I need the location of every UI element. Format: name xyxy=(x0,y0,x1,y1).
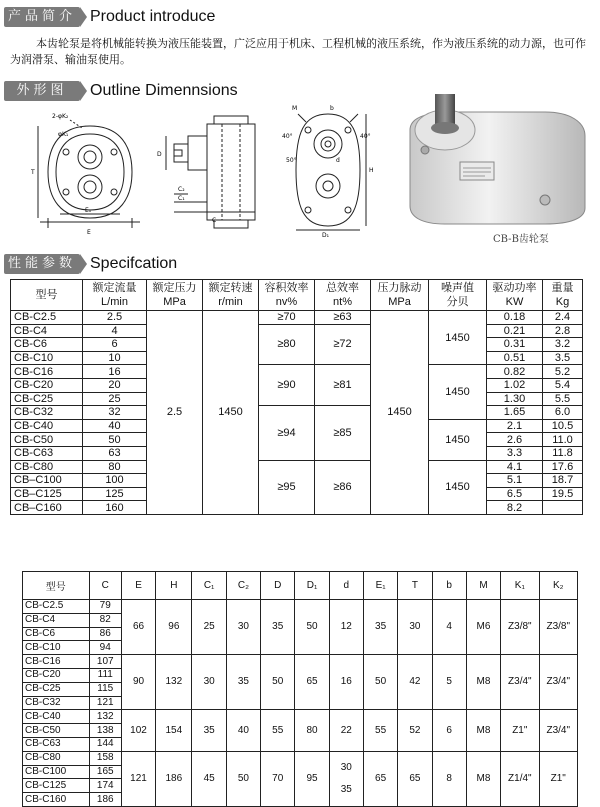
c2-cell: 40 xyxy=(226,710,260,751)
speed-cell: 1450 xyxy=(203,311,259,515)
label-c2: C₂ xyxy=(178,186,185,193)
c-cell: 144 xyxy=(89,737,121,751)
label-phik1: φK₁ xyxy=(58,131,69,138)
k2-cell: Z3/4" xyxy=(539,655,578,710)
dim-header-cell: C₂ xyxy=(226,572,260,600)
m-cell: M8 xyxy=(466,710,500,751)
k2-cell: Z3/8" xyxy=(539,600,578,655)
t-cell: 65 xyxy=(398,751,432,806)
volumetric-eff-cell: ≥94 xyxy=(259,406,315,460)
label-angle-40-right: 40° xyxy=(360,133,371,140)
dim-header-cell: H xyxy=(156,572,192,600)
c-cell: 165 xyxy=(89,765,121,779)
e1-cell: 50 xyxy=(363,655,397,710)
model-cell: CB-C20 xyxy=(23,668,90,682)
flow-cell: 50 xyxy=(83,433,147,447)
dim-header-cell: D xyxy=(261,572,295,600)
model-cell: CB-C32 xyxy=(11,406,83,420)
header-line-1: 额定流量 xyxy=(92,282,137,294)
model-cell: CB-C100 xyxy=(23,765,90,779)
b-cell: 5 xyxy=(432,655,466,710)
power-cell: 2.6 xyxy=(487,433,543,447)
model-cell: CB-C20 xyxy=(11,378,83,392)
b-cell: 6 xyxy=(432,710,466,751)
section-title: Outline Dimennsions xyxy=(90,82,238,99)
power-cell: 1.65 xyxy=(487,406,543,420)
dim-row xyxy=(23,600,578,614)
dim-header-cell: E₁ xyxy=(363,572,397,600)
spec-header-cell xyxy=(371,280,429,311)
weight-cell: 6.0 xyxy=(543,406,583,420)
model-cell: CB-C50 xyxy=(23,724,90,738)
b-cell: 4 xyxy=(432,600,466,655)
spec-row xyxy=(11,311,583,325)
d-cell: 70 xyxy=(261,751,295,806)
label-c1: C₁ xyxy=(178,195,185,202)
model-cell: CB-C10 xyxy=(11,351,83,365)
noise-cell: 1450 xyxy=(429,365,487,419)
header-line-2: r/min xyxy=(218,296,243,308)
e-cell: 90 xyxy=(121,655,155,710)
section-tag: 外形图 xyxy=(4,81,80,101)
power-cell: 2.1 xyxy=(487,419,543,433)
label-t: T xyxy=(31,169,35,176)
header-line-2: KW xyxy=(505,296,524,308)
e-cell: 102 xyxy=(121,710,155,751)
header-line-2: nt% xyxy=(333,296,352,308)
gear-pump-photo xyxy=(395,90,595,230)
label-d-small: d xyxy=(336,157,340,164)
flow-cell: 63 xyxy=(83,446,147,460)
d-cell: 50 xyxy=(261,655,295,710)
weight-cell: 2.4 xyxy=(543,311,583,325)
e-cell: 66 xyxy=(121,600,155,655)
flow-cell: 2.5 xyxy=(83,311,147,325)
d-cell xyxy=(329,751,363,806)
weight-cell: 18.7 xyxy=(543,474,583,488)
k2-cell: Z3/4" xyxy=(539,710,578,751)
label-angle-50: 50° xyxy=(286,157,297,164)
noise-cell: 1450 xyxy=(429,460,487,514)
c-cell: 121 xyxy=(89,696,121,710)
power-cell: 8.2 xyxy=(487,501,543,515)
t-cell: 30 xyxy=(398,600,432,655)
noise-cell: 1450 xyxy=(429,311,487,365)
weight-cell: 19.5 xyxy=(543,487,583,501)
c-cell: 107 xyxy=(89,655,121,669)
flow-cell: 40 xyxy=(83,419,147,433)
dim-header-cell: 型号 xyxy=(23,572,90,600)
h-cell: 186 xyxy=(156,751,192,806)
model-cell: CB-C10 xyxy=(23,641,90,655)
total-eff-cell: ≥85 xyxy=(315,406,371,460)
header-line-2: Kg xyxy=(555,296,570,308)
model-cell: CB-C50 xyxy=(11,433,83,447)
c-cell: 79 xyxy=(89,600,121,614)
flow-cell: 80 xyxy=(83,460,147,474)
dim-header-cell: M xyxy=(466,572,500,600)
spec-row xyxy=(11,406,583,420)
flow-cell: 20 xyxy=(83,378,147,392)
dim-row xyxy=(23,710,578,724)
header-line-1: 噪声值 xyxy=(441,282,474,294)
spec-row xyxy=(11,365,583,379)
front-view-drawing xyxy=(30,106,150,238)
model-cell: CB-C25 xyxy=(11,392,83,406)
flow-cell: 25 xyxy=(83,392,147,406)
pressure-cell: 2.5 xyxy=(147,311,203,515)
label-d: D xyxy=(157,151,162,158)
weight-cell: 5.4 xyxy=(543,378,583,392)
weight-cell xyxy=(543,501,583,515)
spec-row xyxy=(11,324,583,338)
weight-cell: 3.2 xyxy=(543,338,583,352)
dim-row xyxy=(23,655,578,669)
power-cell: 1.02 xyxy=(487,378,543,392)
c-cell: 94 xyxy=(89,641,121,655)
model-cell: CB-C80 xyxy=(11,460,83,474)
total-eff-cell: ≥63 xyxy=(315,311,371,325)
dimension-table xyxy=(22,571,578,807)
d-cell: 22 xyxy=(329,710,363,751)
spec-table xyxy=(10,279,583,515)
b-cell: 8 xyxy=(432,751,466,806)
section-title: Specifcation xyxy=(90,255,178,272)
d-cell: 55 xyxy=(261,710,295,751)
c-cell: 138 xyxy=(89,724,121,738)
d1-cell: 95 xyxy=(295,751,329,806)
spec-header-cell xyxy=(315,280,371,311)
flow-cell: 4 xyxy=(83,324,147,338)
volumetric-eff-cell: ≥95 xyxy=(259,460,315,514)
header-line-2: nv% xyxy=(275,296,298,308)
d-cell: 16 xyxy=(329,655,363,710)
side-view-drawing xyxy=(152,106,272,238)
c-cell: 115 xyxy=(89,682,121,696)
section-tag: 性能参数 xyxy=(4,254,80,274)
power-cell: 0.51 xyxy=(487,351,543,365)
power-cell: 0.21 xyxy=(487,324,543,338)
k1-cell: Z1/4" xyxy=(501,751,539,806)
e1-cell: 35 xyxy=(363,600,397,655)
power-cell: 4.1 xyxy=(487,460,543,474)
header-line-2: L/min xyxy=(101,296,128,308)
spec-header-cell xyxy=(203,280,259,311)
c1-cell: 30 xyxy=(192,655,226,710)
dim-header-cell: C xyxy=(89,572,121,600)
label-b: b xyxy=(330,105,334,112)
c-cell: 86 xyxy=(89,627,121,641)
model-cell: CB-C4 xyxy=(23,613,90,627)
weight-cell: 10.5 xyxy=(543,419,583,433)
volumetric-eff-cell: ≥90 xyxy=(259,365,315,406)
model-cell: CB–C160 xyxy=(11,501,83,515)
label-c: C xyxy=(212,217,217,224)
section-tag: 产品简介 xyxy=(4,7,80,27)
c-cell: 158 xyxy=(89,751,121,765)
model-cell: CB-C16 xyxy=(11,365,83,379)
dimension-header-row xyxy=(23,572,578,600)
total-eff-cell: ≥86 xyxy=(315,460,371,514)
model-cell: CB-C63 xyxy=(23,737,90,751)
model-cell: CB-C40 xyxy=(23,710,90,724)
flow-cell: 125 xyxy=(83,487,147,501)
m-cell: M8 xyxy=(466,655,500,710)
e-cell: 121 xyxy=(121,751,155,806)
model-cell: CB–C125 xyxy=(11,487,83,501)
power-cell: 3.3 xyxy=(487,446,543,460)
weight-cell: 11.0 xyxy=(543,433,583,447)
volumetric-eff-cell: ≥80 xyxy=(259,324,315,365)
flow-cell: 6 xyxy=(83,338,147,352)
t-cell: 52 xyxy=(398,710,432,751)
c-cell: 186 xyxy=(89,793,121,807)
spec-header-cell xyxy=(429,280,487,311)
spec-header-cell xyxy=(543,280,583,311)
c2-cell: 50 xyxy=(226,751,260,806)
pressure-pulse-cell: 1450 xyxy=(371,311,429,515)
label-d1: D₁ xyxy=(322,232,330,238)
k2-cell: Z1" xyxy=(539,751,578,806)
power-cell: 0.18 xyxy=(487,311,543,325)
section-title: Product introduce xyxy=(90,8,216,25)
header-line-2: MPa xyxy=(163,296,186,308)
model-cell: CB-C80 xyxy=(23,751,90,765)
d1-cell: 50 xyxy=(295,600,329,655)
total-eff-cell: ≥72 xyxy=(315,324,371,365)
label-phik2: 2-φK₂ xyxy=(52,113,69,120)
dim-header-cell: K₂ xyxy=(539,572,578,600)
model-cell: CB-C25 xyxy=(23,682,90,696)
power-cell: 1.30 xyxy=(487,392,543,406)
model-cell: CB-C6 xyxy=(11,338,83,352)
spec-header-cell xyxy=(259,280,315,311)
m-cell: M6 xyxy=(466,600,500,655)
header-line-1: 压力脉动 xyxy=(377,282,422,294)
dim-header-cell: b xyxy=(432,572,466,600)
spec-header-cell xyxy=(487,280,543,311)
k1-cell: Z1" xyxy=(501,710,539,751)
flow-cell: 16 xyxy=(83,365,147,379)
c1-cell: 25 xyxy=(192,600,226,655)
model-cell: CB-C6 xyxy=(23,627,90,641)
spec-header-row xyxy=(11,280,583,311)
pump-caption: CB-B齿轮泵 xyxy=(493,234,549,245)
c-cell: 82 xyxy=(89,613,121,627)
header-line-1: 型号 xyxy=(35,289,58,301)
header-line-1: 额定转速 xyxy=(208,282,253,294)
t-cell: 42 xyxy=(398,655,432,710)
c2-cell: 30 xyxy=(226,600,260,655)
dim-header-cell: K₁ xyxy=(501,572,539,600)
header-line-2: 分贝 xyxy=(446,296,469,308)
label-angle-40-left: 40° xyxy=(282,133,293,140)
c-cell: 174 xyxy=(89,779,121,793)
model-cell: CB-C125 xyxy=(23,779,90,793)
model-cell: CB-C40 xyxy=(11,419,83,433)
section-header-product xyxy=(4,6,596,28)
header-line-1: 容积效率 xyxy=(264,282,309,294)
weight-cell: 11.8 xyxy=(543,446,583,460)
dim-header-cell: C₁ xyxy=(192,572,226,600)
e1-cell: 55 xyxy=(363,710,397,751)
h-cell: 96 xyxy=(156,600,192,655)
d-cell: 35 xyxy=(261,600,295,655)
noise-cell: 1450 xyxy=(429,419,487,460)
dim-header-cell: D₁ xyxy=(295,572,329,600)
dim-header-cell: T xyxy=(398,572,432,600)
power-cell: 6.5 xyxy=(487,487,543,501)
label-m: M xyxy=(292,105,298,112)
flow-cell: 100 xyxy=(83,474,147,488)
h-cell: 132 xyxy=(156,655,192,710)
label-h: H xyxy=(369,167,374,174)
h-cell: 154 xyxy=(156,710,192,751)
m-cell: M8 xyxy=(466,751,500,806)
weight-cell: 2.8 xyxy=(543,324,583,338)
model-cell: CB-C63 xyxy=(11,446,83,460)
power-cell: 5.1 xyxy=(487,474,543,488)
spec-header-cell xyxy=(11,280,83,311)
c1-cell: 35 xyxy=(192,710,226,751)
c-cell: 111 xyxy=(89,668,121,682)
spec-header-cell xyxy=(83,280,147,311)
model-cell: CB-C32 xyxy=(23,696,90,710)
d-value: 30 xyxy=(340,761,352,773)
flow-cell: 10 xyxy=(83,351,147,365)
spec-row xyxy=(11,460,583,474)
weight-cell: 3.5 xyxy=(543,351,583,365)
section-header-spec xyxy=(4,253,596,275)
c-cell: 132 xyxy=(89,710,121,724)
d1-cell: 65 xyxy=(295,655,329,710)
e1-cell: 65 xyxy=(363,751,397,806)
rear-view-drawing xyxy=(278,100,378,238)
model-cell: CB-C160 xyxy=(23,793,90,807)
model-cell: CB-C2.5 xyxy=(11,311,83,325)
c1-cell: 45 xyxy=(192,751,226,806)
d-cell: 12 xyxy=(329,600,363,655)
weight-cell: 5.2 xyxy=(543,365,583,379)
total-eff-cell: ≥81 xyxy=(315,365,371,406)
header-line-1: 重量 xyxy=(551,282,574,294)
d-value: 35 xyxy=(340,783,352,795)
dim-row xyxy=(23,751,578,765)
intro-paragraph: 本齿轮泵是将机械能转换为液压能装置，广泛应用于机床、工程机械的液压系统，作为液压系统的动力源，也可作为润滑泵、输油泵使用。 xyxy=(10,37,586,66)
dim-header-cell: E xyxy=(121,572,155,600)
volumetric-eff-cell: ≥70 xyxy=(259,311,315,325)
dim-header-cell: d xyxy=(329,572,363,600)
spec-header-cell xyxy=(147,280,203,311)
k1-cell: Z3/8" xyxy=(501,600,539,655)
header-line-1: 总效率 xyxy=(326,282,359,294)
header-line-2: MPa xyxy=(388,296,411,308)
c2-cell: 35 xyxy=(226,655,260,710)
weight-cell: 17.6 xyxy=(543,460,583,474)
model-cell: CB-C2.5 xyxy=(23,600,90,614)
flow-cell: 160 xyxy=(83,501,147,515)
label-e: E xyxy=(87,229,91,236)
model-cell: CB-C16 xyxy=(23,655,90,669)
header-line-1: 额定压力 xyxy=(152,282,197,294)
label-e1: E₁ xyxy=(85,207,92,214)
d1-cell: 80 xyxy=(295,710,329,751)
model-cell: CB–C100 xyxy=(11,474,83,488)
weight-cell: 5.5 xyxy=(543,392,583,406)
power-cell: 0.82 xyxy=(487,365,543,379)
k1-cell: Z3/4" xyxy=(501,655,539,710)
model-cell: CB-C4 xyxy=(11,324,83,338)
header-line-1: 驱动功率 xyxy=(492,282,537,294)
power-cell: 0.31 xyxy=(487,338,543,352)
flow-cell: 32 xyxy=(83,406,147,420)
